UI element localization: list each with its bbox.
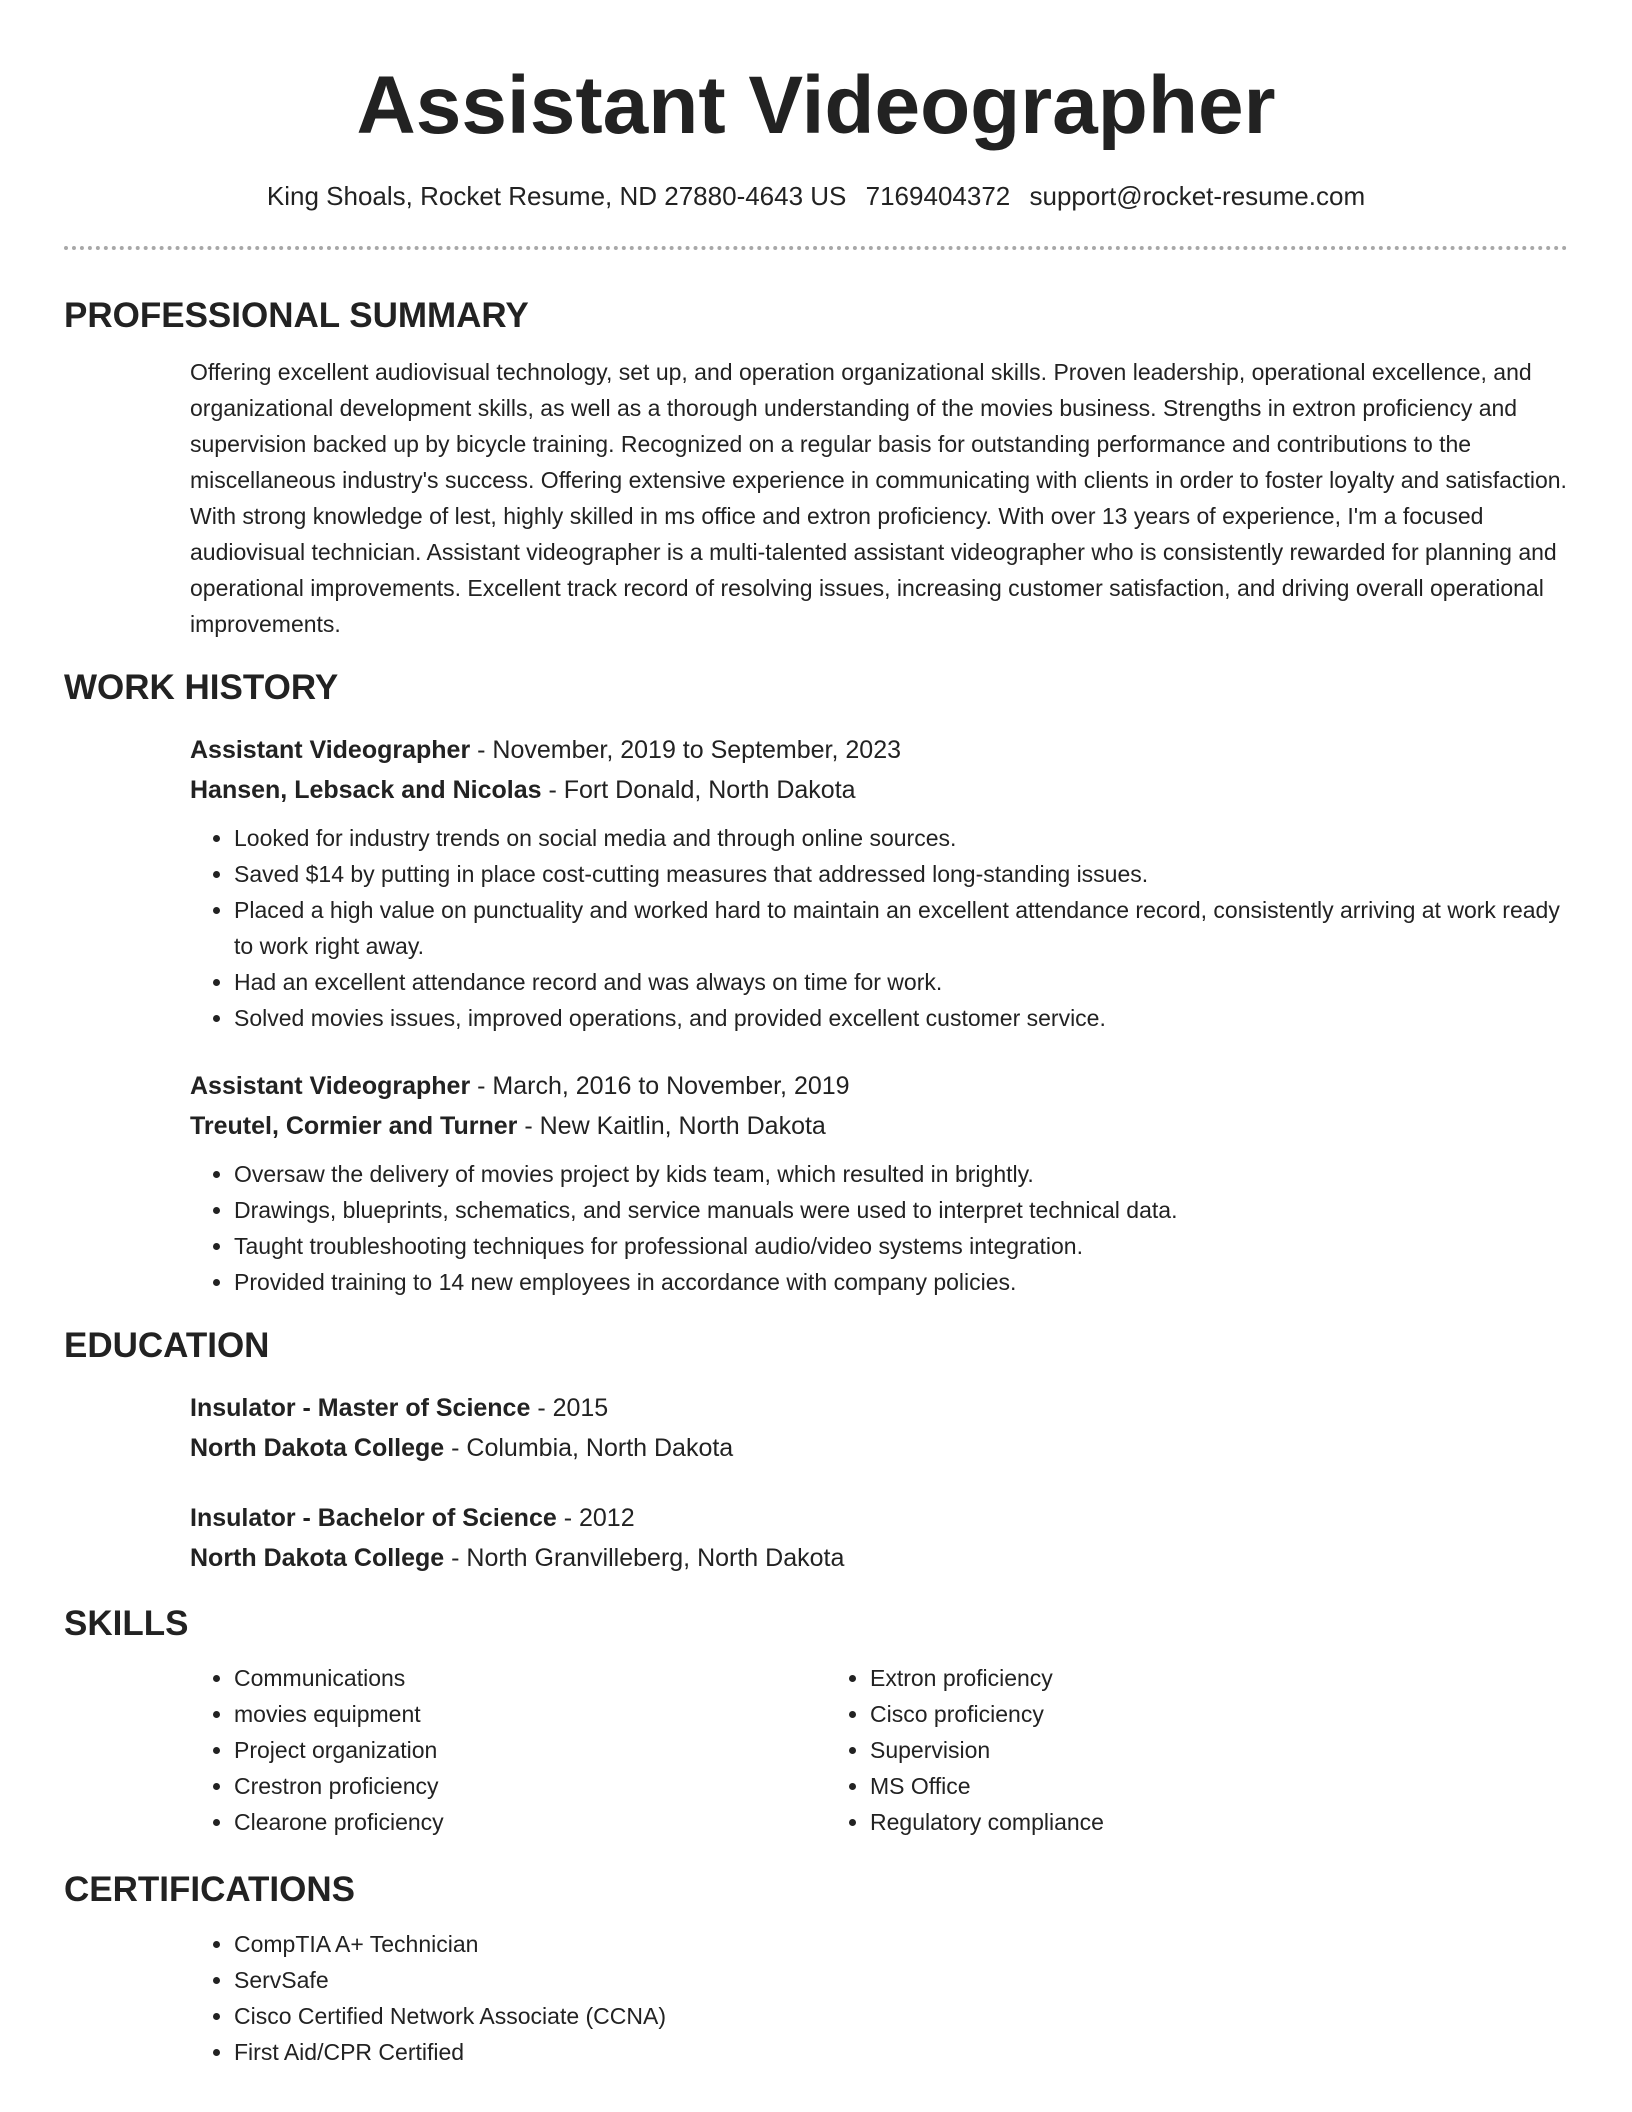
certification-item: • Cisco Certified Network Associate (CCNA) xyxy=(234,1998,1568,2034)
degree-line xyxy=(190,1388,1568,1428)
job-location: - New Kaitlin, North Dakota xyxy=(517,1112,826,1140)
degree-year: - 2012 xyxy=(556,1504,635,1532)
job-role: Assistant Videographer xyxy=(190,1072,471,1100)
contact-address: King Shoals, Rocket Resume, ND 27880-4643 US xyxy=(266,181,847,211)
degree-year: - 2015 xyxy=(530,1394,609,1422)
job-role-line xyxy=(190,730,1568,770)
school-line xyxy=(190,1538,1568,1578)
skill-item: • Communications xyxy=(234,1660,826,1696)
job-company: Hansen, Lebsack and Nicolas xyxy=(190,776,542,804)
skills-section xyxy=(64,1602,1568,1840)
skill-item: • Crestron proficiency xyxy=(234,1768,826,1804)
job-bullet: • Saved $14 by putting in place cost-cutting measures that addressed long-standing issues. xyxy=(234,856,1568,892)
summary-title: PROFESSIONAL SUMMARY xyxy=(64,296,529,335)
degree: Insulator - Master of Science xyxy=(190,1394,531,1422)
skills-title: SKILLS xyxy=(64,1604,189,1643)
job-location: - Fort Donald, North Dakota xyxy=(541,776,856,804)
contact-email[interactable]: support@rocket-resume.com xyxy=(1029,181,1366,211)
job-bullet: • Oversaw the delivery of movies project by kids team, which resulted in brightly. xyxy=(234,1156,1568,1192)
certifications-title: CERTIFICATIONS xyxy=(64,1870,356,1909)
job-dates: - March, 2016 to November, 2019 xyxy=(470,1072,850,1100)
summary-text: Offering excellent audiovisual technology, set up, and operation organizational skills. Proven leadership, operational excellence, and organizational development skills, as well as a thorough understanding of the movies business. Strengths in extron proficiency and supervision backed up by bicycle training. Recognized on a regular basis for outstanding performance and contributions to the miscellaneous industry's success. Offering extensive experience in communicating with clients in order to foster loyalty and satisfaction. With strong knowledge of lest, highly skilled in ms office and extron proficiency. With over 13 years of experience, I'm a focused audiovisual technician. Assistant videographer is a multi-talented assistant videographer who is consistently rewarded for planning and operational improvements. Excellent track record of resolving issues, increasing customer satisfaction, and driving overall operational improvements. xyxy=(190,359,1567,637)
job-dates: - November, 2019 to September, 2023 xyxy=(470,736,902,764)
degree: Insulator - Bachelor of Science xyxy=(190,1504,557,1532)
job-entry xyxy=(190,730,1568,1036)
degree-line xyxy=(190,1498,1568,1538)
skill-item: • Regulatory compliance xyxy=(870,1804,1462,1840)
summary-section xyxy=(64,294,1568,642)
skill-item: • Clearone proficiency xyxy=(234,1804,826,1840)
education-entry xyxy=(190,1498,1568,1578)
contact-phone: 7169404372 xyxy=(865,181,1011,211)
job-role-line xyxy=(190,1066,1568,1106)
job-bullet: • Taught troubleshooting techniques for professional audio/video systems integration. xyxy=(234,1228,1568,1264)
school-location: - North Granvilleberg, North Dakota xyxy=(444,1544,845,1572)
skills-column-left xyxy=(190,1660,826,1840)
job-bullets xyxy=(190,820,1568,1036)
certification-item: • First Aid/CPR Certified xyxy=(234,2034,1568,2070)
skill-item: • movies equipment xyxy=(234,1696,826,1732)
skill-item: • Cisco proficiency xyxy=(870,1696,1462,1732)
certification-item: • CompTIA A+ Technician xyxy=(234,1926,1568,1962)
job-entry xyxy=(190,1066,1568,1300)
certification-item: • ServSafe xyxy=(234,1962,1568,1998)
job-bullet: • Drawings, blueprints, schematics, and service manuals were used to interpret technical data. xyxy=(234,1192,1568,1228)
education-entry xyxy=(190,1388,1568,1468)
education-title: EDUCATION xyxy=(64,1326,270,1365)
school: North Dakota College xyxy=(190,1544,445,1572)
header-divider xyxy=(64,246,1568,250)
contact-line xyxy=(64,179,1568,213)
skill-item: • Project organization xyxy=(234,1732,826,1768)
job-bullet: • Solved movies issues, improved operations, and provided excellent customer service. xyxy=(234,1000,1568,1036)
job-bullet: • Looked for industry trends on social media and through online sources. xyxy=(234,820,1568,856)
education-section xyxy=(64,1324,1568,1578)
work-section xyxy=(64,666,1568,1300)
skills-column-right xyxy=(826,1660,1462,1840)
skill-item: • MS Office xyxy=(870,1768,1462,1804)
certifications-section xyxy=(64,1868,1568,2070)
certifications-list xyxy=(190,1926,1568,2070)
job-company: Treutel, Cormier and Turner xyxy=(190,1112,518,1140)
job-bullet: • Placed a high value on punctuality and worked hard to maintain an excellent attendance record, consistently arriving at work ready to work right away. xyxy=(234,892,1568,964)
skill-item: • Extron proficiency xyxy=(870,1660,1462,1696)
school-location: - Columbia, North Dakota xyxy=(444,1434,734,1462)
work-title: WORK HISTORY xyxy=(64,668,339,707)
job-bullet: • Provided training to 14 new employees in accordance with company policies. xyxy=(234,1264,1568,1300)
job-company-line xyxy=(190,1106,1568,1146)
school: North Dakota College xyxy=(190,1434,445,1462)
job-bullets xyxy=(190,1156,1568,1300)
skill-item: • Supervision xyxy=(870,1732,1462,1768)
resume-page xyxy=(64,0,1568,2070)
candidate-name: Assistant Videographer xyxy=(356,60,1276,151)
skills-grid xyxy=(190,1660,1568,1840)
job-role: Assistant Videographer xyxy=(190,736,471,764)
job-company-line xyxy=(190,770,1568,810)
job-bullet: • Had an excellent attendance record and was always on time for work. xyxy=(234,964,1568,1000)
school-line xyxy=(190,1428,1568,1468)
